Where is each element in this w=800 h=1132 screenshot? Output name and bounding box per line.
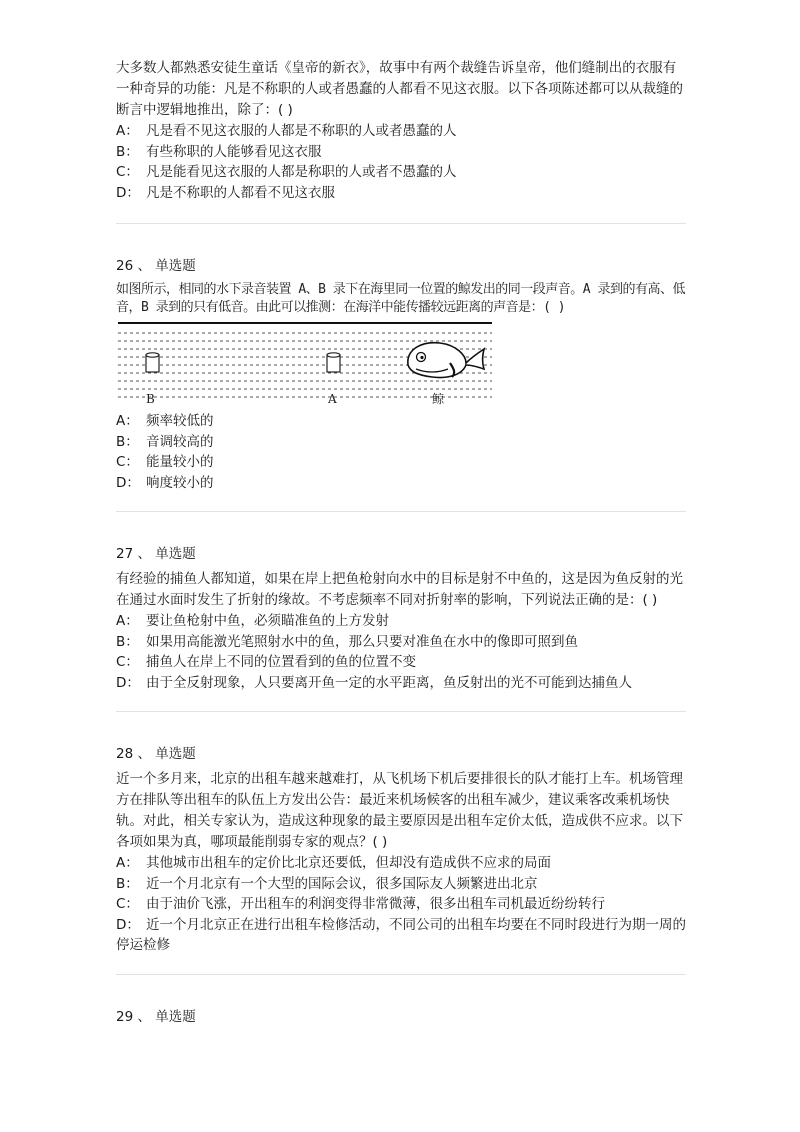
question-header: 26 、 单选题: [116, 258, 196, 274]
recorder-a-icon: [327, 353, 340, 372]
option-d[interactable]: D： 近一个月北京正在进行出租车检修活动，不同公司的出租车均要在不同时段进行为期一周的停运检修: [116, 916, 686, 953]
question-header: 29 、 单选题: [116, 1008, 196, 1025]
question-29: [116, 1007, 686, 1027]
question-header: 27 、 单选题: [116, 546, 196, 562]
label-a: A: [328, 392, 337, 406]
option-a[interactable]: A： 其他城市出租车的定价比北京还要低，但却没有造成供不应求的局面: [116, 855, 551, 871]
question-27: [116, 544, 686, 693]
question-page: [116, 58, 686, 1027]
option-b[interactable]: B： 音调较高的: [116, 433, 214, 450]
option-c[interactable]: C： 捕鱼人在岸上不同的位置看到的鱼的位置不变: [116, 654, 416, 670]
option-d[interactable]: D： 响度较小的: [116, 474, 214, 491]
label-b: B: [146, 392, 155, 406]
whale-sound-figure: [116, 319, 494, 409]
question-text: 近一个多月来，北京的出租车越来越难打，从飞机场下机后要排很长的队才能打上车。机场管理方在排队等出租车的队伍上方发出公告：最近来机场候客的出租车减少，建议乘客改乘机场快轨。对此，相关专家认为，造成这种现象的最主要原因是出租车定价太低，造成供不应求。以下各项如果为真，哪项最能削弱专家的观点？( ): [116, 771, 683, 850]
option-b[interactable]: B： 有些称职的人能够看见这衣服: [116, 143, 322, 160]
question-header: 28 、 单选题: [116, 746, 196, 762]
option-a[interactable]: A： 频率较低的: [116, 413, 214, 429]
question-28: [116, 744, 686, 956]
option-c[interactable]: C： 凡是能看见这衣服的人都是称职的人或者不愚蠢的人: [116, 164, 457, 180]
whale-icon: [408, 343, 484, 378]
option-d[interactable]: D： 由于全反射现象，人只要离开鱼一定的水平距离，鱼反射出的光不可能到达捕鱼人: [116, 674, 632, 691]
option-b[interactable]: B： 近一个月北京有一个大型的国际会议，很多国际友人频繁进出北京: [116, 875, 538, 892]
question-text: 有经验的捕鱼人都知道，如果在岸上把鱼枪射向水中的目标是射不中鱼的，这是因为鱼反射的光在通过水面时发生了折射的缘故。不考虑频率不同对折射率的影响，下列说法正确的是：( ): [116, 571, 683, 608]
question-text: 如图所示，相同的水下录音装置 A、B 录下在海里同一位置的鲸发出的同一段声音。A 录到的有高、低音，B 录到的只有低音。由此可以推测：在海洋中能传播较远距离的声音是：( ): [116, 282, 685, 315]
option-c[interactable]: C： 由于油价飞涨，开出租车的利润变得非常微薄，很多出租车司机最近纷纷转行: [116, 896, 605, 912]
option-b[interactable]: B： 如果用高能激光笔照射水中的鱼，那么只要对准鱼在水中的像即可照到鱼: [116, 633, 578, 650]
recorder-b-icon: [146, 353, 159, 372]
question-26: [116, 256, 686, 493]
question-text: 大多数人都熟悉安徒生童话《皇帝的新衣》，故事中有两个裁缝告诉皇帝，他们缝制出的衣服有一种奇异的功能：凡是不称职的人或者愚蠢的人都看不见这衣服。以下各项陈述都可以从裁缝的断言中逻辑地推出，除了：( ): [116, 60, 683, 118]
underwater-diagram: [116, 319, 494, 409]
option-d[interactable]: D： 凡是不称职的人都看不见这衣服: [116, 184, 335, 201]
option-c[interactable]: C： 能量较小的: [116, 454, 214, 470]
option-a[interactable]: A： 要让鱼枪射中鱼，必须瞄准鱼的上方发射: [116, 613, 389, 629]
option-a[interactable]: A： 凡是看不见这衣服的人都是不称职的人或者愚蠢的人: [116, 123, 457, 139]
question-25: [116, 58, 686, 203]
label-whale: 鲸: [432, 392, 445, 406]
